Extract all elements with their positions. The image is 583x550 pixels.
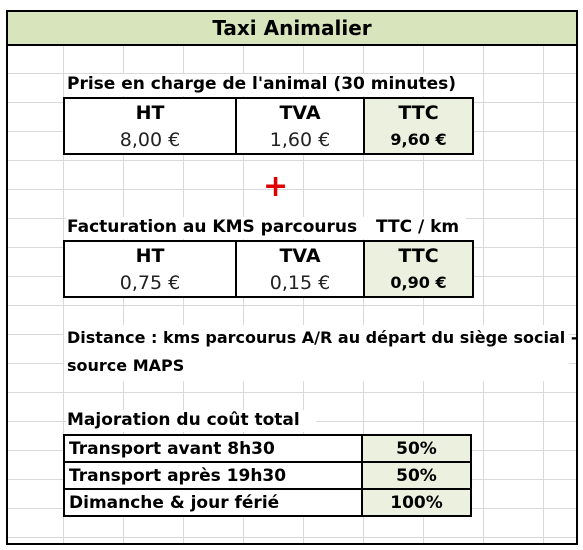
majoration-table: [63, 434, 472, 517]
facturation-label: Facturation au KMS parcourus: [67, 217, 358, 237]
value-tva: 1,60 €: [236, 126, 364, 154]
prise-en-charge-label: Prise en charge de l'animal (30 minutes): [67, 74, 457, 94]
majoration-row-label: Dimanche & jour férié: [64, 489, 362, 516]
majoration-row-value: 100%: [362, 489, 471, 516]
prise-en-charge-table: [63, 97, 474, 155]
majoration-row-value: 50%: [362, 435, 471, 462]
majoration-row-value: 50%: [362, 462, 471, 489]
table-row: [64, 489, 471, 516]
header-tva: TVA: [236, 98, 364, 126]
table-row: [64, 435, 471, 462]
value-tva: 0,15 €: [236, 269, 364, 297]
majoration-label: Majoration du coût total: [67, 410, 300, 430]
spreadsheet-sheet: [6, 10, 578, 545]
header-ttc: TTC: [364, 98, 473, 126]
value-ttc: 0,90 €: [364, 269, 473, 297]
distance-note-line1: Distance : kms parcourus A/R au départ du siège social -: [67, 328, 578, 347]
value-ttc: 9,60 €: [364, 126, 473, 154]
facturation-table: [63, 240, 474, 298]
ttc-per-km-label: TTC / km: [376, 217, 460, 237]
header-ht: HT: [64, 241, 236, 269]
value-ht: 0,75 €: [64, 269, 236, 297]
distance-note-line2: source MAPS: [67, 356, 185, 375]
value-ht: 8,00 €: [64, 126, 236, 154]
header-tva: TVA: [236, 241, 364, 269]
majoration-row-label: Transport avant 8h30: [64, 435, 362, 462]
plus-icon: +: [263, 169, 289, 204]
header-ttc: TTC: [364, 241, 473, 269]
header-ht: HT: [64, 98, 236, 126]
page-title: Taxi Animalier: [8, 12, 576, 46]
majoration-row-label: Transport après 19h30: [64, 462, 362, 489]
table-row: [64, 462, 471, 489]
